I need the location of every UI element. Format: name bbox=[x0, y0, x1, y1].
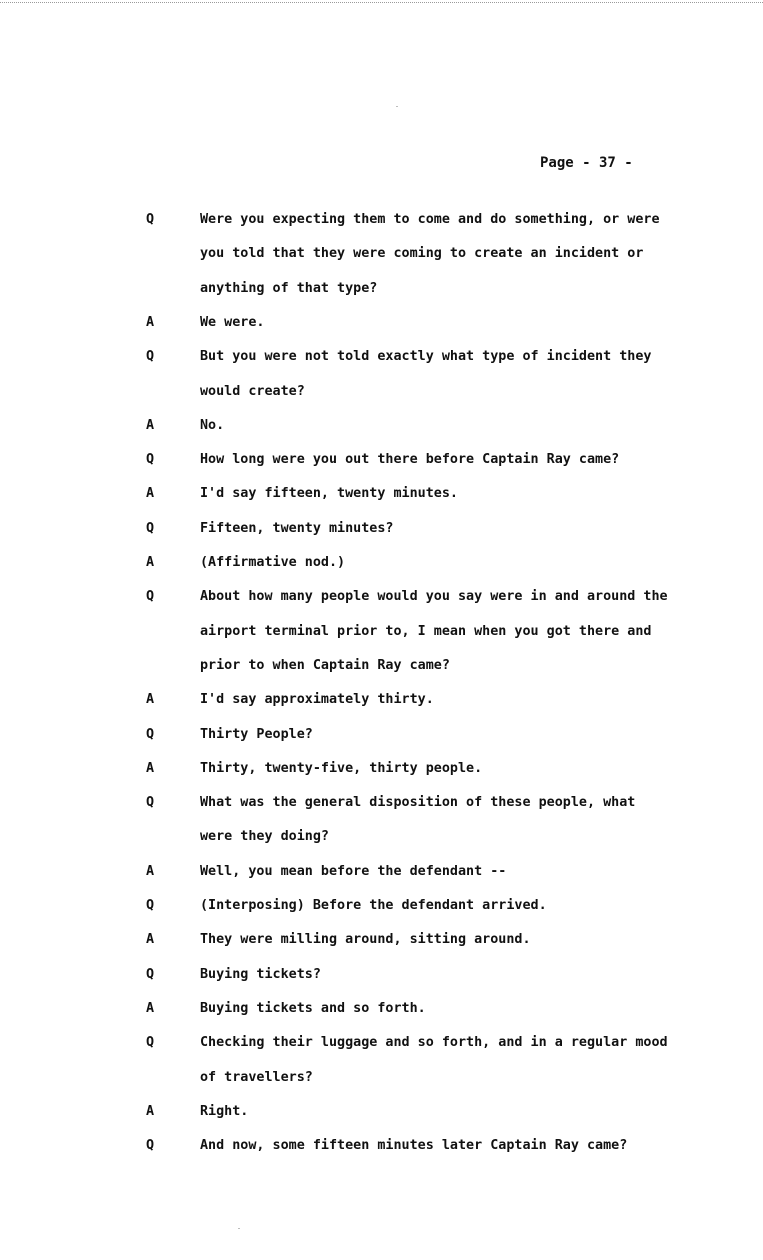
testimony-text: Thirty, twenty-five, thirty people. bbox=[200, 760, 483, 776]
transcript-line bbox=[0, 512, 763, 546]
transcript-line bbox=[0, 1129, 763, 1163]
transcript-line bbox=[0, 923, 763, 957]
speaker-label: Q bbox=[146, 898, 155, 913]
transcript-line bbox=[0, 855, 763, 889]
speaker-label: A bbox=[146, 692, 155, 708]
speaker-label: Q bbox=[146, 349, 155, 365]
testimony-text: How long were you out there before Captain Ray came? bbox=[200, 452, 620, 468]
speaker-label: Q bbox=[146, 966, 155, 982]
testimony-text: I'd say fifteen, twenty minutes. bbox=[200, 486, 458, 502]
testimony-text: Buying tickets? bbox=[200, 966, 321, 982]
testimony-text: you told that they were coming to create an incident or bbox=[200, 246, 644, 262]
speaker-label: A bbox=[146, 863, 155, 879]
transcript-line bbox=[0, 340, 763, 374]
testimony-text: We were. bbox=[200, 314, 265, 330]
transcript-line bbox=[0, 649, 763, 683]
speaker-label: Q bbox=[146, 452, 155, 468]
transcript-line bbox=[0, 992, 763, 1026]
transcript-line bbox=[0, 443, 763, 477]
page-number: Page - 37 - bbox=[540, 155, 633, 171]
transcript-line bbox=[0, 786, 763, 820]
testimony-text: (Interposing) Before the defendant arrived. bbox=[200, 898, 547, 913]
testimony-text: airport terminal prior to, I mean when you got there and bbox=[200, 623, 652, 639]
speaker-label: A bbox=[146, 486, 155, 502]
testimony-text: Thirty People? bbox=[200, 726, 313, 742]
testimony-text: prior to when Captain Ray came? bbox=[200, 657, 450, 673]
speaker-label: A bbox=[146, 1000, 155, 1016]
speaker-label: Q bbox=[146, 520, 155, 536]
testimony-text: (Affirmative nod.) bbox=[200, 555, 346, 570]
transcript-line bbox=[0, 546, 763, 580]
speaker-label: A bbox=[146, 932, 155, 948]
testimony-text: I'd say approximately thirty. bbox=[200, 692, 434, 708]
testimony-text: They were milling around, sitting around. bbox=[200, 932, 531, 948]
transcript-line bbox=[0, 820, 763, 854]
transcript-line bbox=[0, 477, 763, 511]
transcript-line bbox=[0, 237, 763, 271]
speaker-label: A bbox=[146, 555, 155, 570]
transcript-line bbox=[0, 1026, 763, 1060]
testimony-text: Well, you mean before the defendant -- bbox=[200, 863, 507, 879]
testimony-text: would create? bbox=[200, 383, 305, 399]
testimony-text: anything of that type? bbox=[200, 280, 378, 296]
testimony-text: What was the general disposition of these people, what bbox=[200, 795, 636, 811]
testimony-text: Checking their luggage and so forth, and in a regular mood bbox=[200, 1035, 668, 1051]
testimony-text: But you were not told exactly what type of incident they bbox=[200, 349, 652, 365]
testimony-text: Fifteen, twenty minutes? bbox=[200, 520, 394, 536]
transcript-line bbox=[0, 203, 763, 237]
transcript-line bbox=[0, 272, 763, 306]
transcript-line bbox=[0, 958, 763, 992]
speaker-label: A bbox=[146, 314, 155, 330]
transcript-line bbox=[0, 752, 763, 786]
speaker-label: A bbox=[146, 417, 155, 433]
testimony-text: of travellers? bbox=[200, 1069, 313, 1085]
testimony-text: were they doing? bbox=[200, 829, 329, 845]
transcript-line bbox=[0, 306, 763, 340]
transcript-line bbox=[0, 1061, 763, 1095]
speaker-label: Q bbox=[146, 726, 155, 742]
speaker-label: Q bbox=[146, 1035, 155, 1051]
testimony-text: Buying tickets and so forth. bbox=[200, 1000, 426, 1016]
speaker-label: Q bbox=[146, 1138, 155, 1154]
testimony-text: Were you expecting them to come and do something, or were bbox=[200, 212, 660, 227]
speaker-label: Q bbox=[146, 795, 155, 811]
transcript-line bbox=[0, 409, 763, 443]
transcript-line bbox=[0, 375, 763, 409]
testimony-text: No. bbox=[200, 417, 225, 433]
speaker-label: A bbox=[146, 1103, 155, 1119]
transcript-line bbox=[0, 683, 763, 717]
transcript-line bbox=[0, 1095, 763, 1129]
transcript-line bbox=[0, 580, 763, 614]
speaker-label: Q bbox=[146, 212, 155, 227]
testimony-text: And now, some fifteen minutes later Captain Ray came? bbox=[200, 1138, 628, 1154]
transcript-line bbox=[0, 889, 763, 923]
speaker-label: Q bbox=[146, 589, 155, 605]
testimony-text: Right. bbox=[200, 1103, 249, 1119]
speaker-label: A bbox=[146, 760, 155, 776]
testimony-text: About how many people would you say were in and around the bbox=[200, 589, 668, 605]
transcript-line bbox=[0, 718, 763, 752]
transcript-line bbox=[0, 615, 763, 649]
